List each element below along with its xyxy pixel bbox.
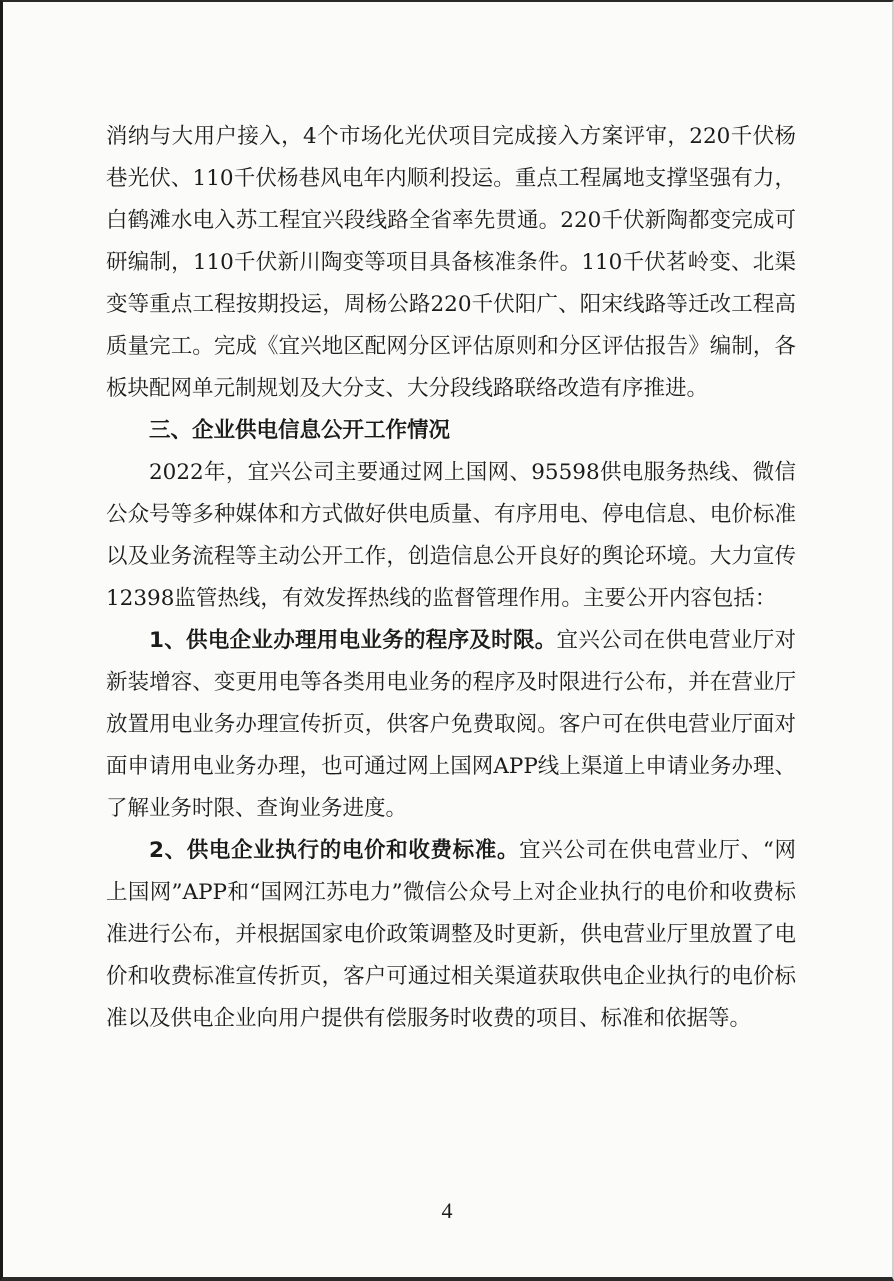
- item-1-lead: 1、供电企业办理用电业务的程序及时限。: [149, 628, 557, 653]
- page-number: 4: [441, 1198, 453, 1223]
- section-heading-3: 三、企业供电信息公开工作情况: [149, 418, 451, 443]
- paragraph-disclosure-overview: 2022年，宜兴公司主要通过网上国网、95598供电服务热线、微信公众号等多种媒体和方式做好供电质量、有序用电、停电信息、电价标准以及业务流程等主动公开工作，创造信息公开良好的舆论环境。大力宣传12398监管热线，有效发挥热线的监督管理作用。主要公开内容包括：: [106, 460, 796, 611]
- document-body: [106, 116, 796, 1040]
- item-1: [106, 620, 796, 830]
- item-1-text: 宜兴公司在供电营业厅对新装增容、变更用电等各类用电业务的程序及时限进行公布，并在营业厅放置用电业务办理宣传折页，供客户免费取阅。客户可在供电营业厅面对面申请用电业务办理，也可通过网上国网APP线上渠道上申请业务办理、了解业务时限、查询业务进度。: [106, 628, 796, 821]
- item-2: [106, 830, 796, 1040]
- item-2-text: 宜兴公司在供电营业厅、“网上国网”APP和“国网江苏电力”微信公众号上对企业执行的电价和收费标准进行公布，并根据国家电价政策调整及时更新，供电营业厅里放置了电价和收费标准宣传折页，客户可通过相关渠道获取供电企业执行的电价标准以及供电企业向用户提供有偿服务时收费的项目、标准和依据等。: [106, 838, 796, 1031]
- paragraph-grid-projects: 消纳与大用户接入，4个市场化光伏项目完成接入方案评审，220千伏杨巷光伏、110千伏杨巷风电年内顺利投运。重点工程属地支撑坚强有力，白鹤滩水电入苏工程宜兴段线路全省率先贯通。220千伏新陶都变完成可研编制，110千伏新川陶变等项目具备核准条件。110千伏茗岭变、北渠变等重点工程按期投运，周杨公路220千伏阳广、阳宋线路等迁改工程高质量完工。完成《宜兴地区配网分区评估原则和分区评估报告》编制，各板块配网单元制规划及大分支、大分段线路联络改造有序推进。: [106, 124, 796, 401]
- item-2-lead: 2、供电企业执行的电价和收费标准。: [149, 838, 520, 863]
